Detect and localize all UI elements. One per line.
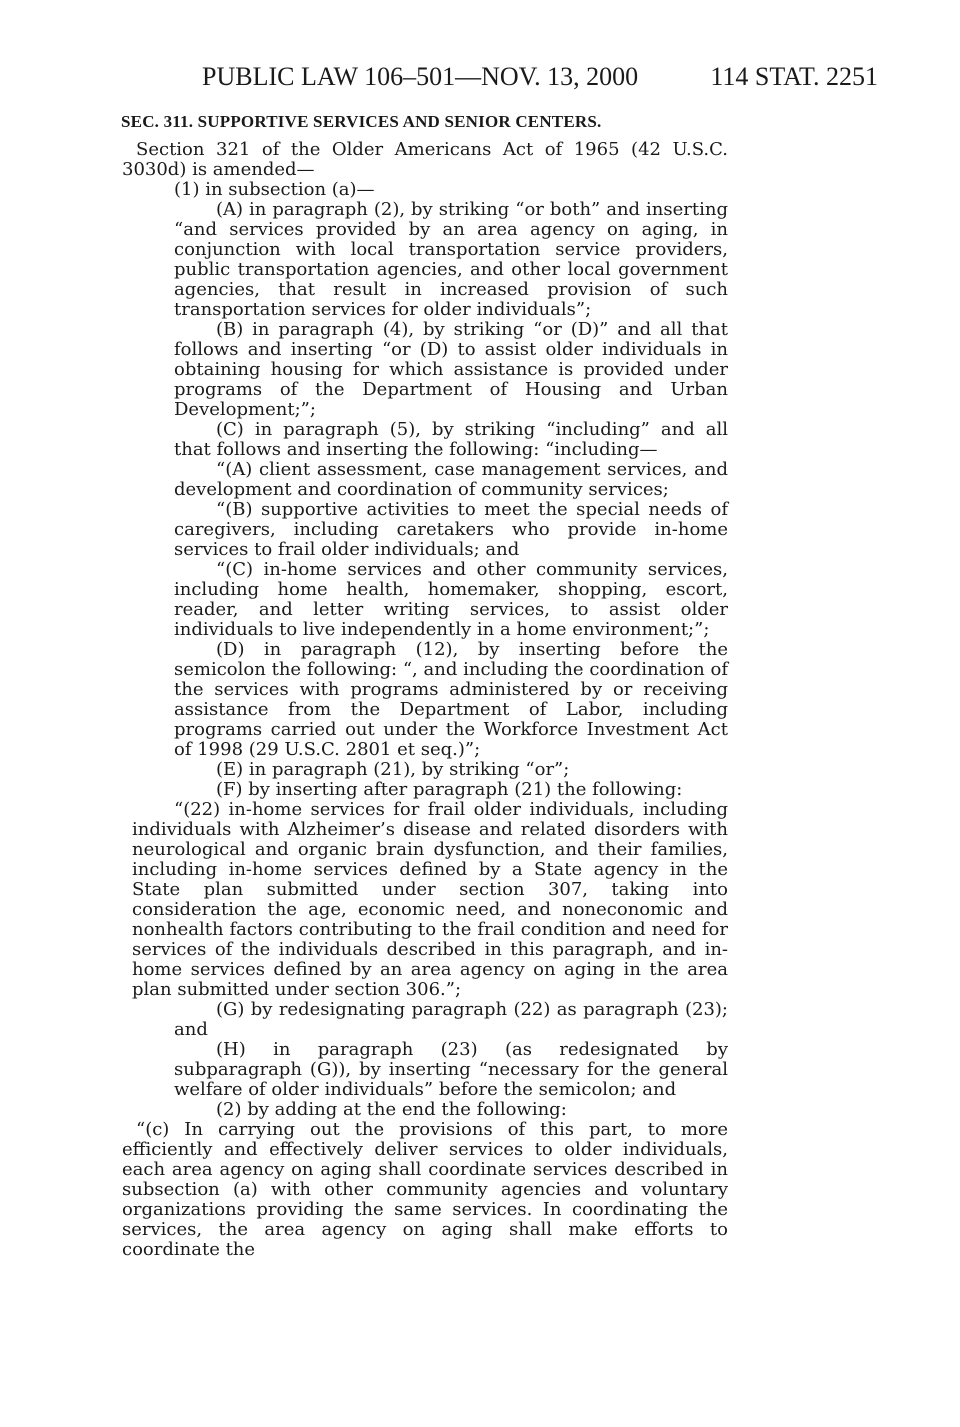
paragraph-2: (2) by adding at the end the following:	[216, 1099, 567, 1120]
paragraph-intro: Section 321 of the Older Americans Act of 1965 (42 U.S.C. 3030d) is amended—	[122, 139, 728, 180]
header-statute-page: 114 STAT. 2251	[710, 62, 878, 91]
paragraph-1-f: (F) by inserting after paragraph (21) the following:	[216, 779, 683, 800]
running-header	[202, 62, 878, 92]
quoted-paragraph-22: “(22) in-home services for frail older individuals, including individuals with Alzheimer’s disease and related disorders with neurological and organic brain dysfunction, and their families, including in-home services defined by a State agency in the State plan submitted under section 307, taking into consideration the age, economic need, and noneconomic and nonhealth factors contributing to the frail condition and need for services of the individuals described in this paragraph, and in-home services defined by an area agency on aging in the area plan submitted under section 306.”;	[132, 799, 728, 1000]
paragraph-1-d: (D) in paragraph (12), by inserting before the semicolon the following: “, and including the coordination of the services with programs administered by or receiving assistance from the Department of Labor, including programs carried out under the Workforce Investment Act of 1998 (29 U.S.C. 2801 et seq.)”;	[174, 639, 728, 760]
paragraph-1: (1) in subsection (a)—	[174, 179, 375, 200]
paragraph-1-a: (A) in paragraph (2), by striking “or both” and inserting “and services provided by an area agency on aging, in conjunction with local transportation service providers, public transportation agencies, and other local government agencies, that result in increased provision of such transportation services for older individuals”;	[174, 199, 728, 320]
paragraph-1-b: (B) in paragraph (4), by striking “or (D)” and all that follows and inserting “or (D) to assist older individuals in obtaining housing for which assistance is provided under programs of the Department of Housing and Urban Development;”;	[174, 319, 728, 420]
paragraph-1-c-quoted-b: “(B) supportive activities to meet the special needs of caregivers, including caretakers who provide in-home services to frail older individuals; and	[174, 499, 728, 560]
section-heading: SEC. 311. SUPPORTIVE SERVICES AND SENIOR CENTERS.	[121, 112, 602, 131]
quoted-subsection-c: “(c) In carrying out the provisions of this part, to more efficiently and effectively deliver services to older individuals, each area agency on aging shall coordinate services described in subsection (a) with other community agencies and voluntary organizations providing the same services. In coordinating the services, the area agency on aging shall make efforts to coordinate the	[122, 1119, 728, 1260]
header-law-citation: PUBLIC LAW 106–501—NOV. 13, 2000	[202, 62, 639, 91]
paragraph-1-c-quoted-a: “(A) client assessment, case management services, and development and coordination of community services;	[174, 459, 728, 500]
paragraph-1-g: (G) by redesignating paragraph (22) as paragraph (23); and	[174, 999, 728, 1040]
paragraph-1-h: (H) in paragraph (23) (as redesignated by subparagraph (G)), by inserting “necessary for the general welfare of older individuals” before the semicolon; and	[174, 1039, 728, 1100]
section-body	[122, 140, 728, 1260]
paragraph-1-c-quoted-c: “(C) in-home services and other community services, including home health, homemaker, shopping, escort, reader, and letter writing services, to assist older individuals to live independently in a home environment;”;	[174, 559, 728, 640]
paragraph-1-c: (C) in paragraph (5), by striking “including” and all that follows and inserting the following: “including—	[174, 419, 728, 460]
paragraph-1-e: (E) in paragraph (21), by striking “or”;	[216, 759, 570, 780]
